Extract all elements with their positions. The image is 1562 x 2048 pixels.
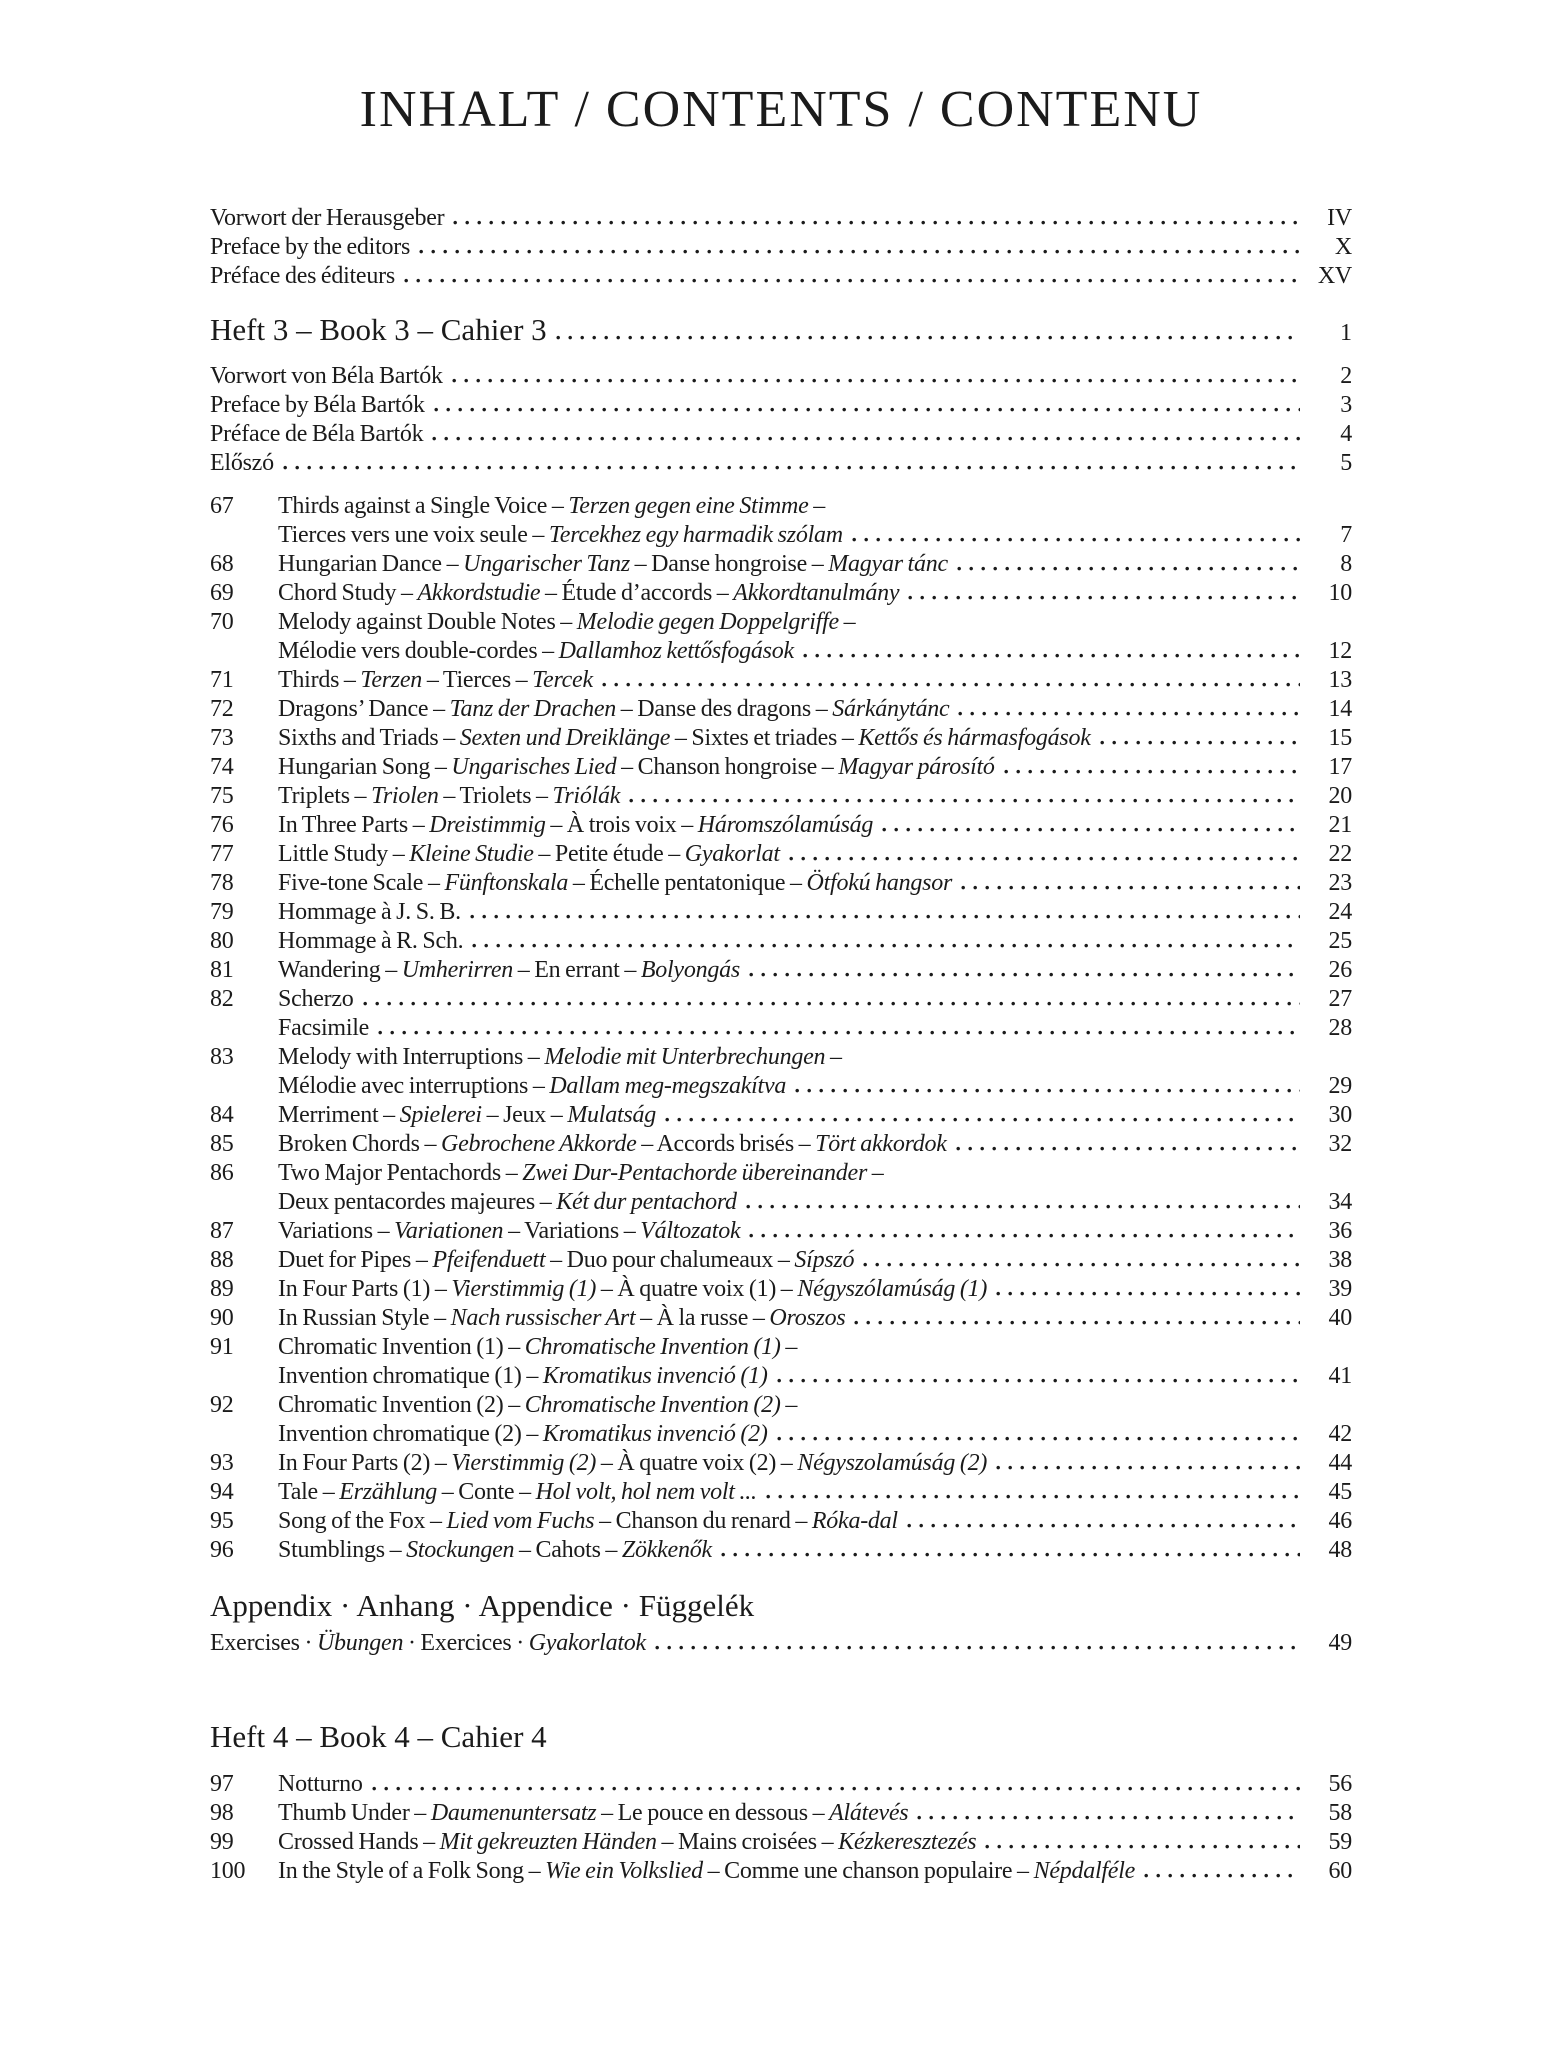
entry-number: 68: [210, 551, 234, 577]
entry-text: Little Study – Kleine Studie – Petite étude – Gyakorlat: [278, 841, 780, 867]
toc-row: [210, 1770, 1352, 1799]
dot-leader: [749, 1233, 1300, 1238]
page-number: 15: [1328, 725, 1352, 751]
dot-leader: [777, 1436, 1300, 1441]
page-number: 42: [1328, 1421, 1352, 1447]
page-number: XV: [1317, 263, 1352, 289]
page-number: 49: [1328, 1630, 1352, 1656]
dot-leader: [404, 278, 1300, 283]
toc-row: [210, 1799, 1352, 1828]
dot-leader: [996, 1465, 1300, 1470]
entry-number: 98: [210, 1800, 234, 1826]
page-number: 41: [1328, 1363, 1352, 1389]
page-number: 12: [1328, 638, 1352, 664]
toc-row: [210, 1275, 1352, 1304]
entry-text: Preface by Béla Bartók: [210, 392, 425, 418]
entry-number: 75: [210, 783, 234, 809]
dot-leader: [1004, 769, 1300, 774]
toc-row: [210, 1449, 1352, 1478]
entry-text: Préface des éditeurs: [210, 263, 395, 289]
entry-text: Melody against Double Notes – Melodie gegen Doppelgriffe –: [278, 609, 856, 635]
dot-leader: [470, 914, 1300, 919]
toc-row: [210, 1101, 1352, 1130]
entry-text: Song of the Fox – Lied vom Fuchs – Chanson du renard – Róka-dal: [278, 1508, 898, 1534]
entry-text: Stumblings – Stockungen – Cahots – Zökkenők: [278, 1537, 712, 1563]
entry-number: 87: [210, 1218, 234, 1244]
toc-row: [210, 724, 1352, 753]
toc-row: [210, 1246, 1352, 1275]
toc-row: [210, 1391, 1352, 1420]
entry-text: Wandering – Umherirren – En errant – Bolyongás: [278, 957, 740, 983]
toc-row: [210, 1159, 1352, 1188]
entry-text: Vorwort von Béla Bartók: [210, 363, 443, 389]
entry-number: 100: [210, 1858, 246, 1884]
entry-number: 77: [210, 841, 234, 867]
dot-leader: [419, 249, 1300, 254]
entry-number: 83: [210, 1044, 234, 1070]
page-number: 46: [1328, 1508, 1352, 1534]
toc-row: [210, 449, 1352, 478]
toc: [210, 204, 1352, 1886]
page-number: 22: [1328, 841, 1352, 867]
dot-leader: [721, 1552, 1300, 1557]
toc-row: [210, 262, 1352, 291]
entry-text: Chromatic Invention (1) – Chromatische Invention (1) –: [278, 1334, 798, 1360]
toc-row: [210, 1014, 1352, 1043]
page-number: 8: [1340, 551, 1352, 577]
toc-row: [210, 1043, 1352, 1072]
toc-row: [210, 782, 1352, 811]
page-number: 39: [1328, 1276, 1352, 1302]
dot-leader: [749, 972, 1300, 977]
entry-text: Crossed Hands – Mit gekreuzten Händen – Mains croisées – Kézkeresztezés: [278, 1829, 977, 1855]
page-number: 26: [1328, 957, 1352, 983]
page-number: 40: [1328, 1305, 1352, 1331]
page-number: 48: [1328, 1537, 1352, 1563]
toc-row: [210, 1188, 1352, 1217]
page-number: 30: [1328, 1102, 1352, 1128]
dot-leader: [472, 943, 1300, 948]
entry-text: In the Style of a Folk Song – Wie ein Volkslied – Comme une chanson populaire – Népdalféle: [278, 1858, 1136, 1884]
dot-leader: [956, 1146, 1300, 1151]
toc-row: [210, 666, 1352, 695]
entry-text: Chord Study – Akkordstudie – Étude d’accords – Akkordtanulmány: [278, 580, 900, 606]
dot-leader: [283, 465, 1300, 470]
entry-number: 85: [210, 1131, 234, 1157]
entry-number: 71: [210, 667, 234, 693]
page-number: 36: [1328, 1218, 1352, 1244]
entry-text: In Four Parts (2) – Vierstimmig (2) – À quatre voix (2) – Négyszolamúság (2): [278, 1450, 988, 1476]
toc-row: [210, 608, 1352, 637]
toc-row: [210, 927, 1352, 956]
page-number: 4: [1340, 421, 1352, 447]
entry-text: Broken Chords – Gebrochene Akkorde – Accords brisés – Tört akkordok: [278, 1131, 947, 1157]
entry-text: Facsimile: [278, 1015, 370, 1041]
entry-text: Préface de Béla Bartók: [210, 421, 424, 447]
entry-text: Exercises · Übungen · Exercices · Gyakorlatok: [210, 1630, 646, 1656]
toc-row: [210, 840, 1352, 869]
dot-leader: [961, 885, 1300, 890]
toc-row: [210, 811, 1352, 840]
entry-number: 90: [210, 1305, 234, 1331]
entry-text: Hungarian Song – Ungarisches Lied – Chanson hongroise – Magyar párosító: [278, 754, 995, 780]
page-number: X: [1334, 234, 1352, 260]
toc-row: [210, 1629, 1352, 1658]
page-number: 28: [1328, 1015, 1352, 1041]
toc-row: [210, 956, 1352, 985]
page-number: 56: [1328, 1771, 1352, 1797]
dot-leader: [854, 1320, 1300, 1325]
dot-leader: [766, 1494, 1300, 1499]
dot-leader: [1100, 740, 1300, 745]
entry-number: 67: [210, 493, 234, 519]
entry-text: Hommage à J. S. B.: [278, 899, 461, 925]
page-number: 58: [1328, 1800, 1352, 1826]
entry-text: Heft 3 – Book 3 – Cahier 3: [210, 312, 547, 347]
entry-number: 91: [210, 1334, 234, 1360]
toc-row: [210, 695, 1352, 724]
entry-text: Appendix · Anhang · Appendice · Függelék: [210, 1588, 755, 1623]
entry-text: Thirds against a Single Voice – Terzen gegen eine Stimme –: [278, 493, 825, 519]
page-title: INHALT / CONTENTS / CONTENU: [359, 81, 1203, 138]
toc-row: [210, 1333, 1352, 1362]
entry-number: 79: [210, 899, 234, 925]
dot-leader: [908, 595, 1300, 600]
dot-leader: [803, 653, 1300, 658]
toc-row: [210, 753, 1352, 782]
entry-text: In Four Parts (1) – Vierstimmig (1) – À quatre voix (1) – Négyszólamúság (1): [278, 1276, 988, 1302]
entry-text: In Three Parts – Dreistimmig – À trois voix – Háromszólamúság: [278, 812, 874, 838]
page-number: 17: [1328, 754, 1352, 780]
entry-text: Tale – Erzählung – Conte – Hol volt, hol nem volt ...: [278, 1479, 757, 1505]
toc-row: [210, 1217, 1352, 1246]
entry-text: Invention chromatique (2) – Kromatikus invenció (2): [278, 1421, 768, 1447]
section-heading: [210, 1589, 1352, 1623]
entry-number: 86: [210, 1160, 234, 1186]
toc-row: [210, 233, 1352, 262]
entry-number: 73: [210, 725, 234, 751]
entry-text: Heft 4 – Book 4 – Cahier 4: [210, 1719, 547, 1754]
entry-number: 93: [210, 1450, 234, 1476]
dot-leader: [789, 856, 1300, 861]
dot-leader: [1144, 1873, 1300, 1878]
entry-text: Two Major Pentachords – Zwei Dur-Pentachorde übereinander –: [278, 1160, 884, 1186]
toc-row: [210, 1420, 1352, 1449]
page-number: 7: [1340, 522, 1352, 548]
entry-text: Thumb Under – Daumenuntersatz – Le pouce en dessous – Alátevés: [278, 1800, 909, 1826]
dot-leader: [453, 220, 1300, 225]
page-number: 1: [1340, 320, 1352, 346]
entry-text: Invention chromatique (1) – Kromatikus invenció (1): [278, 1363, 768, 1389]
dot-leader: [556, 335, 1300, 340]
entry-number: 76: [210, 812, 234, 838]
toc-row: [210, 204, 1352, 233]
entry-text: Dragons’ Dance – Tanz der Drachen – Danse des dragons – Sárkánytánc: [278, 696, 950, 722]
page-number: 2: [1340, 363, 1352, 389]
page-number: 27: [1328, 986, 1352, 1012]
entry-text: Chromatic Invention (2) – Chromatische Invention (2) –: [278, 1392, 798, 1418]
entry-number: 80: [210, 928, 234, 954]
page-number: 32: [1328, 1131, 1352, 1157]
entry-number: 82: [210, 986, 234, 1012]
page-number: 24: [1328, 899, 1352, 925]
toc-row: [210, 1362, 1352, 1391]
toc-row: [210, 637, 1352, 666]
toc-row: [210, 869, 1352, 898]
dot-leader: [434, 407, 1300, 412]
page-number: 10: [1328, 580, 1352, 606]
entry-number: 92: [210, 1392, 234, 1418]
entry-number: 70: [210, 609, 234, 635]
toc-row: [210, 391, 1352, 420]
page-number: 23: [1328, 870, 1352, 896]
toc-row: [210, 898, 1352, 927]
entry-text: Hungarian Dance – Ungarischer Tanz – Danse hongroise – Magyar tánc: [278, 551, 948, 577]
entry-number: 74: [210, 754, 234, 780]
dot-leader: [882, 827, 1300, 832]
page-number: 45: [1328, 1479, 1352, 1505]
dot-leader: [746, 1204, 1300, 1209]
dot-leader: [452, 378, 1300, 383]
page-number: 13: [1328, 667, 1352, 693]
dot-leader: [795, 1088, 1300, 1093]
dot-leader: [378, 1030, 1300, 1035]
entry-text: Five-tone Scale – Fünftonskala – Échelle pentatonique – Ötfokú hangsor: [278, 870, 953, 896]
toc-row: [210, 1130, 1352, 1159]
toc-row: [210, 362, 1352, 391]
toc-row: [210, 579, 1352, 608]
entry-text: Duet for Pipes – Pfeifenduett – Duo pour chalumeaux – Sípszó: [278, 1247, 855, 1273]
entry-text: Sixths and Triads – Sexten und Dreiklänge – Sixtes et triades – Kettős és hármasfogások: [278, 725, 1091, 751]
section-heading: [210, 313, 1352, 350]
entry-text: Mélodie vers double-cordes – Dallamhoz kettősfogások: [278, 638, 794, 664]
dot-leader: [432, 436, 1300, 441]
dot-leader: [852, 537, 1300, 542]
entry-number: 72: [210, 696, 234, 722]
page-number: 25: [1328, 928, 1352, 954]
toc-row: [210, 1857, 1352, 1886]
entry-text: Vorwort der Herausgeber: [210, 205, 445, 231]
page-number: 5: [1340, 450, 1352, 476]
entry-text: Merriment – Spielerei – Jeux – Mulatság: [278, 1102, 656, 1128]
toc-row: [210, 492, 1352, 521]
toc-row: [210, 1478, 1352, 1507]
entry-number: 78: [210, 870, 234, 896]
dot-leader: [958, 711, 1300, 716]
entry-number: 69: [210, 580, 234, 606]
entry-number: 89: [210, 1276, 234, 1302]
entry-number: 84: [210, 1102, 234, 1128]
dot-leader: [907, 1523, 1300, 1528]
page-number: 44: [1328, 1450, 1352, 1476]
page-number: 20: [1328, 783, 1352, 809]
page-number: 14: [1328, 696, 1352, 722]
dot-leader: [655, 1645, 1300, 1650]
toc-row: [210, 420, 1352, 449]
dot-leader: [957, 566, 1300, 571]
toc-row: [210, 1828, 1352, 1857]
dot-leader: [602, 682, 1300, 687]
toc-row: [210, 1507, 1352, 1536]
section-heading: [210, 1720, 1352, 1754]
page-number: 21: [1328, 812, 1352, 838]
page-number: 60: [1328, 1858, 1352, 1884]
entry-text: Mélodie avec interruptions – Dallam meg-megszakítva: [278, 1073, 787, 1099]
dot-leader: [996, 1291, 1300, 1296]
entry-text: In Russian Style – Nach russischer Art – À la russe – Oroszos: [278, 1305, 846, 1331]
entry-number: 97: [210, 1771, 234, 1797]
entry-number: 99: [210, 1829, 234, 1855]
page-number: 29: [1328, 1073, 1352, 1099]
page-number: IV: [1327, 205, 1352, 231]
entry-number: 96: [210, 1537, 234, 1563]
entry-text: Notturno: [278, 1771, 363, 1797]
page-number: 59: [1328, 1829, 1352, 1855]
entry-text: Preface by the editors: [210, 234, 411, 260]
entry-text: Scherzo: [278, 986, 354, 1012]
entry-number: 95: [210, 1508, 234, 1534]
dot-leader: [863, 1262, 1300, 1267]
toc-row: [210, 985, 1352, 1014]
toc-row: [210, 1536, 1352, 1565]
toc-row: [210, 1072, 1352, 1101]
entry-text: Triplets – Triolen – Triolets – Triólák: [278, 783, 621, 809]
dot-leader: [629, 798, 1300, 803]
dot-leader: [665, 1117, 1300, 1122]
toc-row: [210, 550, 1352, 579]
dot-leader: [985, 1844, 1300, 1849]
entry-text: Hommage à R. Sch.: [278, 928, 464, 954]
toc-row: [210, 521, 1352, 550]
dot-leader: [917, 1815, 1300, 1820]
entry-text: Variations – Variationen – Variations – Változatok: [278, 1218, 741, 1244]
toc-row: [210, 1304, 1352, 1333]
entry-text: Deux pentacordes majeures – Két dur pentachord: [278, 1189, 737, 1215]
dot-leader: [777, 1378, 1300, 1383]
entry-text: Tierces vers une voix seule – Tercekhez egy harmadik szólam: [278, 522, 843, 548]
page-number: 34: [1328, 1189, 1352, 1215]
dot-leader: [363, 1001, 1300, 1006]
entry-text: Thirds – Terzen – Tierces – Tercek: [278, 667, 593, 693]
dot-leader: [372, 1786, 1300, 1791]
entry-text: Előszó: [210, 450, 274, 476]
page-number: 38: [1328, 1247, 1352, 1273]
entry-number: 81: [210, 957, 234, 983]
entry-number: 88: [210, 1247, 234, 1273]
entry-number: 94: [210, 1479, 234, 1505]
page-number: 3: [1340, 392, 1352, 418]
entry-text: Melody with Interruptions – Melodie mit Unterbrechungen –: [278, 1044, 842, 1070]
